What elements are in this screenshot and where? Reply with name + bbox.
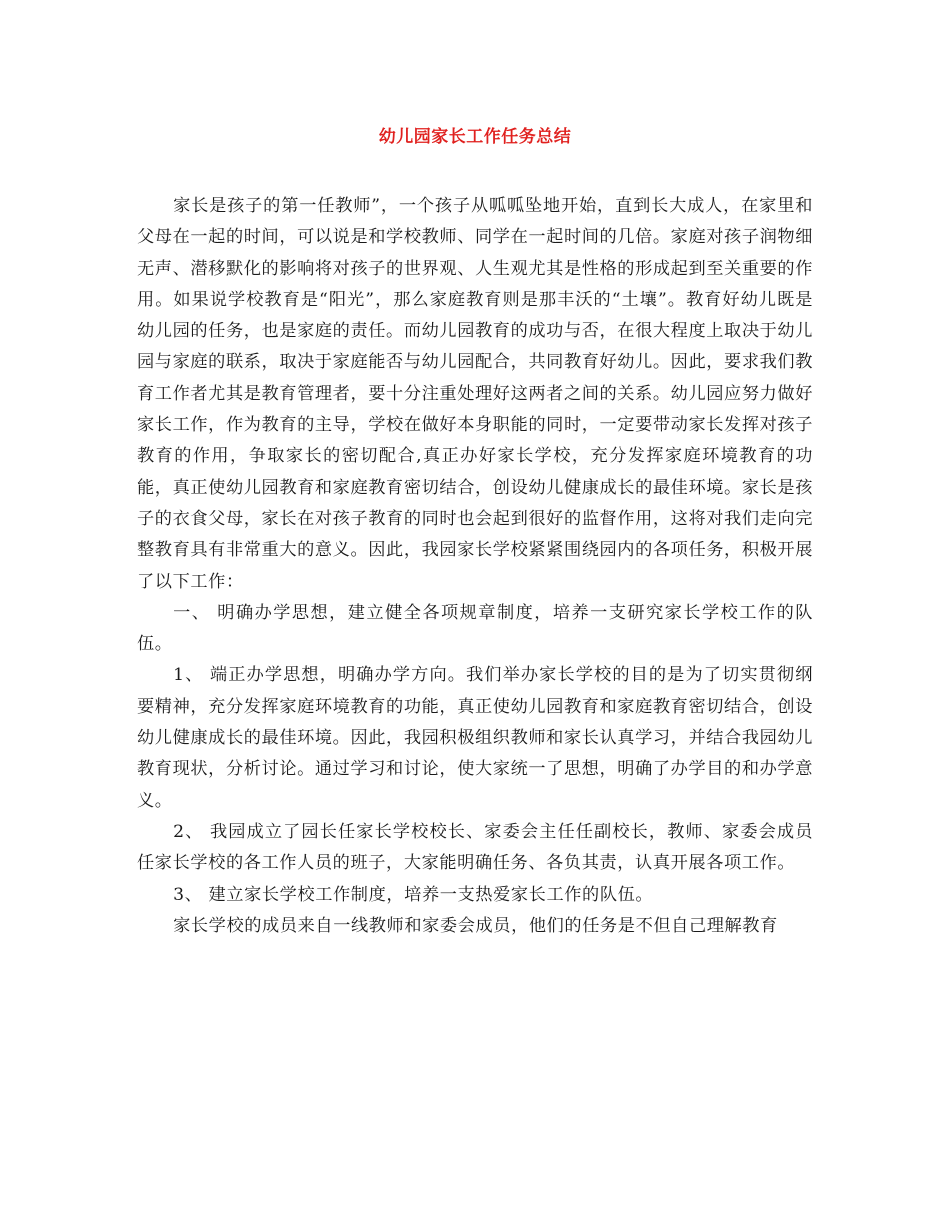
paragraph-intro: 家长是孩子的第一任教师”，一个孩子从呱呱坠地开始，直到长大成人，在家里和父母在一起的时间，可以说是和学校教师、同学在一起时间的几倍。家庭对孩子润物细无声、潜移默化的影响将对孩子的世界观、人生观尤其是性格的形成起到至关重要的作用。如果说学校教育是“阳光”，那么家庭教育则是那丰沃的“土壤”。教育好幼儿既是幼儿园的任务，也是家庭的责任。而幼儿园教育的成功与否，在很大程度上取决于幼儿园与家庭的联系，取决于家庭能否与幼儿园配合，共同教育好幼儿。因此，要求我们教育工作者尤其是教育管理者，要十分注重处理好这两者之间的关系。幼儿园应努力做好家长工作，作为教育的主导，学校在做好本身职能的同时，一定要带动家长发挥对孩子教育的作用，争取家长的密切配合,真正办好家长学校，充分发挥家庭环境教育的功能，真正使幼儿园教育和家庭教育密切结合，创设幼儿健康成长的最佳环境。家长是孩子的衣食父母，家长在对孩子教育的同时也会起到很好的监督作用，这将对我们走向完整教育具有非常重大的意义。因此，我园家长学校紧紧围绕园内的各项任务，积极开展了以下工作：	[137, 196, 813, 592]
paragraph-item-3: 3、 建立家长学校工作制度，培养一支热爱家长工作的队伍。	[173, 884, 654, 905]
paragraph-item-1: 1、 端正办学思想，明确办学方向。我们举办家长学校的目的是为了切实贯彻纲要精神，充分发挥家庭环境教育的功能，真正使幼儿园教育和家庭教育密切结合，创设幼儿健康成长的最佳环境。因此，我园积极组织教师和家长认真学习，并结合我园幼儿教育现状，分析讨论。通过学习和讨论，使大家统一了思想，明确了办学目的和办学意义。	[137, 665, 813, 811]
document-title: 幼儿园家长工作任务总结	[378, 127, 572, 147]
document-body	[137, 191, 813, 942]
paragraph-section-one-heading: 一、 明确办学思想，建立健全各项规章制度，培养一支研究家长学校工作的队伍。	[137, 602, 813, 655]
paragraph-continuation: 家长学校的成员来自一线教师和家委会成员，他们的任务是不但自己理解教育	[173, 915, 778, 936]
paragraph-item-2: 2、 我园成立了园长任家长学校校长、家委会主任任副校长，教师、家委会成员任家长学校的各工作人员的班子，大家能明确任务、各负其责，认真开展各项工作。	[137, 821, 813, 874]
